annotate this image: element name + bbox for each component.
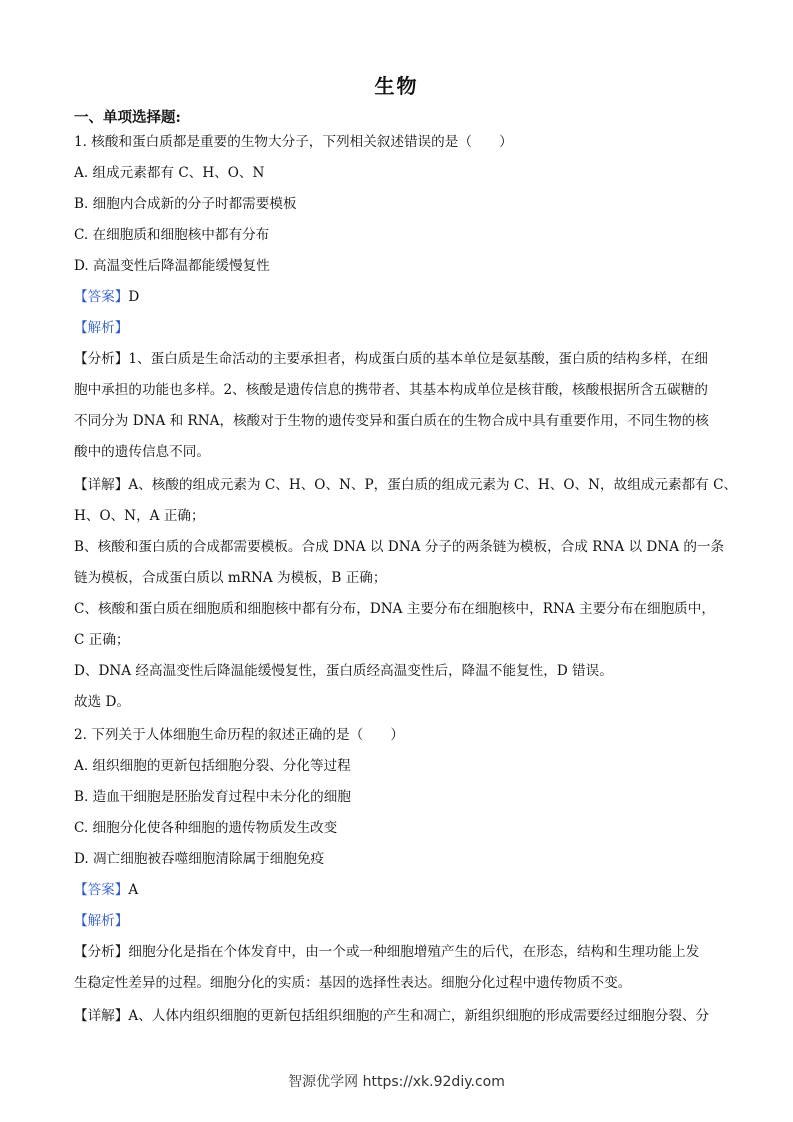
q1-option-a: A. 组成元素都有 C、H、O、N: [74, 165, 265, 181]
q1-xiangjie-line: 链为模板，合成蛋白质以 mRNA 为模板，B 正确；: [74, 570, 387, 586]
q1-xiangjie-line: C 正确；: [74, 632, 130, 648]
page-title: 生物: [374, 74, 419, 98]
xiangjie-tag: 【详解】: [74, 1008, 129, 1024]
q1-option-c: C. 在细胞质和细胞核中都有分布: [74, 227, 270, 243]
analysis-tag: 【解析】: [74, 320, 129, 336]
q2-fenxi-line: 生稳定性差异的过程。细胞分化的实质：基因的选择性表达。细胞分化过程中遗传物质不变。: [74, 975, 632, 991]
q1-xiangjie-line: D、DNA 经高温变性后降温能缓慢复性，蛋白质经高温变性后，降温不能复性，D 错误。: [74, 663, 613, 679]
q1-xiangjie-line: C、核酸和蛋白质在细胞质和细胞核中都有分布，DNA 主要分布在细胞核中，RNA 主要分布在细胞质中，: [74, 601, 715, 617]
footer-watermark: 智源优学网 https://xk.92diy.com: [288, 1074, 505, 1090]
q1-option-d: D. 高温变性后降温都能缓慢复性: [74, 258, 270, 274]
q2-option-c: C. 细胞分化使各种细胞的遗传物质发生改变: [74, 820, 338, 836]
answer-value: A: [128, 882, 139, 898]
q1-answer: [74, 288, 722, 306]
xiangjie-text: A、核酸的组成元素为 C、H、O、N、P，蛋白质的组成元素为 C、H、O、N，故组成元素都有 C、: [128, 477, 738, 493]
answer-tag: 【答案】: [74, 882, 129, 898]
q1-fenxi-line: 胞中承担的功能也多样。2、核酸是遗传信息的携带者、其基本构成单位是核苷酸，核酸根据所含五碳糖的: [74, 382, 708, 398]
q2-answer: [74, 881, 722, 899]
q1-xiangjie-line: 故选 D。: [74, 694, 131, 710]
q1-xiangjie-line: B、核酸和蛋白质的合成都需要模板。合成 DNA 以 DNA 分子的两条链为模板，合成 RNA 以 DNA 的一条: [74, 539, 725, 555]
section-heading: 一、单项选择题:: [74, 109, 181, 126]
answer-tag: 【答案】: [74, 289, 129, 305]
q2-fenxi-line: [74, 943, 722, 961]
answer-value: D: [128, 289, 140, 305]
q1-option-b: B. 细胞内合成新的分子时都需要模板: [74, 196, 297, 212]
fenxi-text: 细胞分化是指在个体发育中，由一个或一种细胞增殖产生的后代，在形态，结构和生理功能上发: [128, 944, 700, 960]
xiangjie-tag: 【详解】: [74, 477, 129, 493]
analysis-tag: 【解析】: [74, 913, 129, 929]
q1-fenxi-line: [74, 350, 722, 368]
q1-fenxi-line: 不同分为 DNA 和 RNA，核酸对于生物的遗传变异和蛋白质在的生物合成中具有重要作用，不同生物的核: [74, 413, 709, 429]
q2-stem: 2. 下列关于人体细胞生命历程的叙述正确的是（ ）: [74, 727, 404, 743]
q1-analysis-heading: [74, 319, 722, 337]
fenxi-tag: 【分析】: [74, 944, 129, 960]
q1-stem: 1. 核酸和蛋白质都是重要的生物大分子，下列相关叙述错误的是（ ）: [74, 134, 513, 150]
q2-option-b: B. 造血干细胞是胚胎发育过程中未分化的细胞: [74, 789, 351, 805]
q2-analysis-heading: [74, 912, 722, 930]
q2-option-a: A. 组织细胞的更新包括细胞分裂、分化等过程: [74, 758, 351, 774]
q1-xiangjie-line: [74, 476, 738, 494]
q1-xiangjie-line: H、O、N，A 正确；: [74, 508, 205, 524]
xiangjie-text: A、人体内组织细胞的更新包括组织细胞的产生和凋亡，新组织细胞的形成需要经过细胞分裂、分: [128, 1008, 710, 1024]
q2-option-d: D. 凋亡细胞被吞噬细胞清除属于细胞免疫: [74, 851, 325, 867]
fenxi-tag: 【分析】: [74, 351, 129, 367]
fenxi-text: 1、蛋白质是生命活动的主要承担者，构成蛋白质的基本单位是氨基酸，蛋白质的结构多样，在细: [128, 351, 708, 367]
q2-xiangjie-line: [74, 1007, 722, 1025]
q1-fenxi-line: 酸中的遗传信息不同。: [74, 444, 210, 460]
